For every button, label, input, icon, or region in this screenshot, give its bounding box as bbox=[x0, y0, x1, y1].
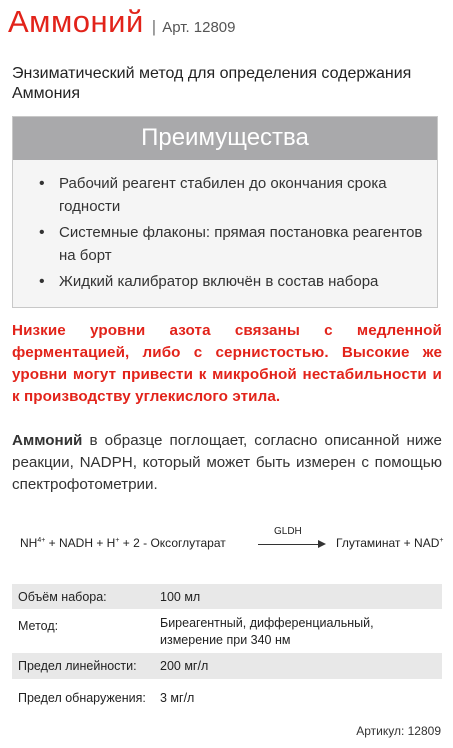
list-item bbox=[39, 270, 423, 293]
reaction-reactants bbox=[20, 536, 226, 550]
description-text: в образце поглощает, согласно описанной ниже реакции, NADPH, который может быть измерен с помощью спектрофотометрии. bbox=[12, 432, 442, 493]
reaction-products bbox=[336, 536, 443, 550]
table-row bbox=[12, 610, 442, 652]
warning-text: Низкие уровни азота связаны с медленной ферментацией, либо с сернистостью. Высокие же уровни могут привести к микробной нестабильности и к производству углекислого этила. bbox=[12, 322, 442, 405]
specifications-table bbox=[12, 584, 442, 717]
description-bold: Аммоний bbox=[12, 432, 83, 449]
spec-label: Метод: bbox=[12, 610, 154, 652]
spec-value: Биреагентный, дифференциальный, измерение при 340 нм bbox=[154, 610, 442, 652]
h-charge: + bbox=[115, 537, 120, 544]
arrow-head-icon bbox=[318, 540, 326, 548]
table-row bbox=[12, 680, 442, 716]
bullet-icon: • bbox=[39, 175, 45, 192]
advantage-text: Рабочий реагент стабилен до окончания срока годности bbox=[59, 175, 387, 215]
product-title: Аммоний bbox=[8, 4, 144, 39]
spec-label: Объём набора: bbox=[12, 584, 154, 610]
list-item bbox=[39, 172, 423, 218]
reactant-oxoglutarate: + 2 - Оксоглутарат bbox=[119, 536, 226, 550]
nh-charge: 4+ bbox=[37, 537, 46, 544]
product-text: Глутаминат + NAD bbox=[336, 536, 440, 550]
product-subtitle: Энзиматический метод для определения содержания Аммония bbox=[12, 65, 412, 102]
table-row bbox=[12, 652, 442, 680]
spec-value: 3 мг/л bbox=[154, 680, 442, 716]
enzyme-label: GLDH bbox=[274, 526, 302, 537]
advantages-list bbox=[13, 160, 437, 293]
reaction-arrow bbox=[258, 528, 328, 552]
advantage-text: Системные флаконы: прямая постановка реагентов на борт bbox=[59, 224, 423, 264]
reaction-equation bbox=[20, 522, 444, 558]
spec-label: Предел обнаружения: bbox=[12, 680, 154, 716]
table-row bbox=[12, 584, 442, 610]
list-item bbox=[39, 221, 423, 267]
spec-label: Предел линейности: bbox=[12, 652, 154, 680]
reactant-nh: NH bbox=[20, 536, 38, 550]
nad-charge: + bbox=[439, 537, 444, 544]
advantages-heading: Преимущества bbox=[13, 117, 437, 160]
advantage-text: Жидкий калибратор включён в состав набора bbox=[59, 273, 379, 290]
arrow-line bbox=[258, 544, 322, 545]
article-number: Арт. 12809 bbox=[162, 19, 236, 36]
page-header bbox=[8, 4, 236, 40]
title-separator: | bbox=[151, 17, 157, 36]
advantages-box bbox=[12, 116, 438, 308]
footer-article: Артикул: 12809 bbox=[356, 724, 441, 738]
reactant-nadh: + NADH + H bbox=[45, 536, 116, 550]
bullet-icon: • bbox=[39, 273, 45, 290]
bullet-icon: • bbox=[39, 224, 45, 241]
spec-value: 100 мл bbox=[154, 584, 442, 610]
spec-value: 200 мг/л bbox=[154, 652, 442, 680]
description-paragraph bbox=[12, 430, 442, 496]
